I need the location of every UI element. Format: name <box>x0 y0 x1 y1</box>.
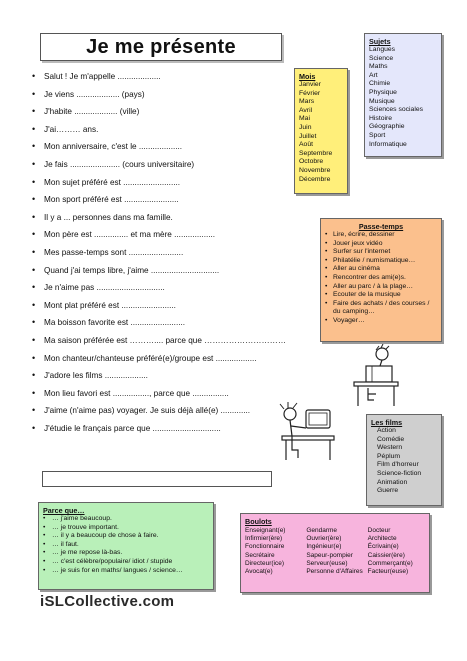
because-item: • … je me repose là-bas. <box>43 549 209 558</box>
subjects-list <box>369 46 437 149</box>
job-item: Ingénieur(e) <box>306 543 342 551</box>
subject-item: Chimie <box>369 80 391 88</box>
hobby-item: • Lire, écrire, dessiner <box>325 231 437 240</box>
title-box <box>40 33 282 61</box>
job-item: Écrivain(e) <box>367 543 399 551</box>
jobs-column-1 <box>245 527 302 576</box>
month-item: Janvier <box>299 81 321 88</box>
sentence-item: • J'habite ................... (ville) <box>30 103 360 121</box>
because-item: • … il y a beaucoup de chose à faire. <box>43 532 209 541</box>
because-item: • … je trouve important. <box>43 524 209 533</box>
page-title: Je me présente <box>86 35 236 58</box>
subject-item: Sport <box>369 131 386 139</box>
job-item: Avocat(e) <box>245 568 273 576</box>
subject-item: Langues <box>369 46 396 53</box>
job-item: Architecte <box>367 535 397 543</box>
hobby-item: • Aller au parc / à la plage… <box>325 283 437 292</box>
because-item: • … il faut. <box>43 541 209 550</box>
job-item: Commerçant(e) <box>367 559 413 567</box>
sentence-item: • Ma saison préférée est ……….... parce que ………………………… <box>30 332 360 350</box>
footer-brand: iSLCollective.com <box>40 593 175 610</box>
sentence-item: • J'étudie le français parce que .............................. <box>30 420 360 438</box>
hobby-item: • Faire des achats / des courses / du camping… <box>325 300 437 317</box>
hobbies-heading: Passe-temps <box>358 222 404 231</box>
film-item: Film d'horreur <box>377 461 419 469</box>
month-item: Février <box>299 89 321 97</box>
months-heading: Mois <box>299 72 316 81</box>
jobs-column-3 <box>368 527 425 576</box>
hobby-item: • Surfer sur l'internet <box>325 248 437 257</box>
job-item: Caissier(ère) <box>367 551 405 559</box>
sentence-item: • Je viens ................... (pays) <box>30 86 360 104</box>
sentence-item: • Salut ! Je m'appelle ................... <box>30 68 360 86</box>
computer-user-illustration <box>276 400 338 462</box>
hobby-item: • Philatélie / numismatique… <box>325 257 437 266</box>
because-item: • … j'aime beaucoup. <box>43 515 209 524</box>
job-item: Facteur(euse) <box>367 568 409 576</box>
subject-item: Musique <box>369 97 395 105</box>
sentence-item: • J'aime (n'aime pas) voyager. Je suis déjà allé(e) ............. <box>30 402 360 420</box>
sentence-item: • Ma boisson favorite est ........................ <box>30 314 360 332</box>
job-item: Ouvrier(ère) <box>306 535 342 543</box>
month-item: Avril <box>299 106 313 114</box>
job-item: Personne d'Affaires <box>306 568 363 576</box>
subject-item: Science <box>369 54 394 62</box>
sentence-item: • Je fais ...................... (cours universitaire) <box>30 156 360 174</box>
hobbies-panel <box>320 218 442 342</box>
sentence-item: • Mon sujet préféré est ......................... <box>30 174 360 192</box>
subject-item: Informatique <box>369 140 407 148</box>
sentence-item: • Mon anniversaire, c'est le ................... <box>30 138 360 156</box>
job-item: Infirmier(ère) <box>245 535 283 543</box>
subjects-heading: Sujets <box>369 37 391 46</box>
month-item: Juillet <box>299 132 317 140</box>
subject-item: Physique <box>369 88 397 96</box>
month-item: Novembre <box>299 166 331 174</box>
because-item: • … c'est célèbre/populaire/ idiot / stupide <box>43 558 209 567</box>
job-item: Secrétaire <box>245 551 275 559</box>
month-item: Septembre <box>299 149 333 157</box>
months-list <box>299 81 343 184</box>
films-panel <box>366 414 442 506</box>
job-item: Serveur(euse) <box>306 559 348 567</box>
sentence-item: • Mon lieu favori est ................, parce que ................ <box>30 385 360 403</box>
film-item: Péplum <box>377 452 401 460</box>
sentence-item: • Mon père est ............... et ma mère .................. <box>30 226 360 244</box>
hobby-item: • Rencontrer des ami(e)s. <box>325 274 437 283</box>
month-item: Juin <box>299 123 312 131</box>
month-item: Mars <box>299 98 315 106</box>
month-item: Décembre <box>299 175 331 183</box>
film-item: Animation <box>377 478 408 486</box>
films-heading: Les films <box>371 418 403 427</box>
answer-field <box>42 471 272 487</box>
month-item: Mai <box>299 115 310 123</box>
hobbies-list <box>325 231 437 326</box>
hobby-item: • Ecouter de la musique <box>325 291 437 300</box>
month-item: Août <box>299 141 313 149</box>
student-desk-illustration <box>346 344 402 408</box>
because-item: • … je suis for en maths/ langues / science… <box>43 567 209 576</box>
film-item: Western <box>377 444 403 452</box>
job-item: Sapeur-pompier <box>306 551 353 559</box>
film-item: Action <box>377 427 396 434</box>
job-item: Fonctionnaire <box>245 543 285 551</box>
job-item: Docteur <box>367 527 391 534</box>
because-heading: Parce que… <box>43 506 85 515</box>
sentence-item: • J'adore les films ................... <box>30 367 360 385</box>
sentence-item: • Mon chanteur/chanteuse préféré(e)/groupe est .................. <box>30 350 360 368</box>
job-item: Enseignant(e) <box>245 527 286 534</box>
jobs-column-2 <box>306 527 363 576</box>
jobs-heading: Boulots <box>245 517 272 526</box>
sentence-item: • Mont plat préféré est ........................ <box>30 297 360 315</box>
subject-item: Histoire <box>369 114 393 122</box>
sentence-item: • J'ai……… ans. <box>30 121 360 139</box>
because-panel <box>38 502 214 590</box>
hobby-item: • Voyager… <box>325 317 437 326</box>
sentence-item: • Quand j'ai temps libre, j'aime .............................. <box>30 262 360 280</box>
subject-item: Géographie <box>369 123 405 131</box>
because-list <box>43 515 209 575</box>
film-item: Comédie <box>377 435 405 443</box>
film-item: Science-fiction <box>377 469 422 477</box>
film-item: Guerre <box>377 487 399 495</box>
films-list <box>371 427 437 496</box>
subjects-panel <box>364 33 442 157</box>
month-item: Octobre <box>299 158 324 166</box>
job-item: Directeur(ice) <box>245 559 285 567</box>
sentence-item: • Je n'aime pas .............................. <box>30 279 360 297</box>
sentence-item: • Mon sport préféré est ........................ <box>30 191 360 209</box>
hobby-item: • Aller au cinéma <box>325 265 437 274</box>
months-panel <box>294 68 348 194</box>
hobby-item: • Jouer jeux vidéo <box>325 240 437 249</box>
sentence-item: • Il y a ... personnes dans ma famille. <box>30 209 360 227</box>
jobs-panel <box>240 513 430 593</box>
subject-item: Art <box>369 71 378 79</box>
job-item: Gendarme <box>306 527 338 534</box>
subject-item: Maths <box>369 63 388 71</box>
sentence-item: • Mes passe-temps sont ........................ <box>30 244 360 262</box>
subject-item: Sciences sociales <box>369 106 424 114</box>
